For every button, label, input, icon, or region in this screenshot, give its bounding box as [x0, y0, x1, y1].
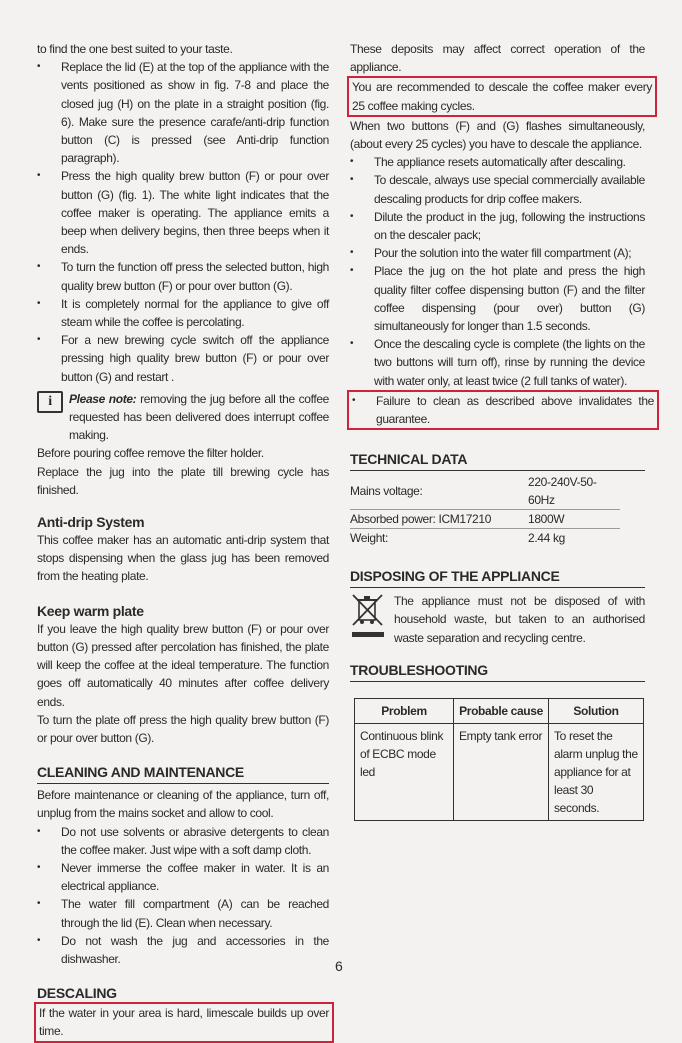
note-line-2: Before pouring coffee remove the filter holder. — [37, 446, 264, 461]
list-item: • Do not wash the jug and accessories in the dishwasher. — [37, 932, 329, 968]
guarantee-highlight — [347, 390, 659, 430]
tech-label: Weight: — [350, 529, 528, 548]
info-icon: i — [37, 391, 63, 413]
disposing-heading: DISPOSING OF THE APPLIANCE — [350, 567, 645, 588]
deposits-text: These deposits may affect correct operation of the appliance. — [350, 42, 645, 75]
list-item: • Never immerse the coffee maker in water. It is an electrical appliance. — [37, 859, 329, 895]
descaling-steps-list — [350, 153, 645, 390]
list-item: • Dilute the product in the jug, following the instructions on the descaler pack; — [350, 208, 645, 244]
cleaning-list — [37, 823, 329, 969]
keepwarm-heading: Keep warm plate — [37, 602, 144, 619]
brewing-steps-list — [37, 58, 329, 386]
antidrip-heading: Anti-drip System — [37, 514, 145, 531]
table-row — [350, 510, 620, 529]
table-cell: Empty tank error — [454, 723, 549, 820]
recommendation-highlight: You are recommended to descale the coffee maker every 25 coffee making cycles. — [347, 76, 657, 116]
troubleshooting-table — [354, 698, 644, 821]
tech-label: Absorbed power: ICM17210 — [350, 510, 528, 529]
table-row — [355, 723, 644, 820]
list-item: • It is completely normal for the appliance to give off steam while the coffee is percolating. — [37, 295, 329, 331]
cleaning-heading: CLEANING AND MAINTENANCE — [37, 763, 329, 784]
table-header-row — [355, 698, 644, 723]
antidrip-text: This coffee maker has an automatic anti-drip system that stops dispensing when the glass jug has been removed from the heating plate. — [37, 533, 329, 584]
list-item: • Once the descaling cycle is complete (the lights on the two buttons will turn off), rinse by running the device with water only, at least twice (2 full tanks of water). — [350, 335, 645, 390]
tech-value: 2.44 kg — [528, 529, 620, 548]
list-item: • Press the high quality brew button (F) or pour over button (G) (fig. 1). The white light indicates that the coffee maker is operating. The appliance emits a beep when delivery begins, then three beeps when it ends. — [37, 167, 329, 258]
keepwarm-text: If you leave the high quality brew button (F) or pour over button (G) pressed after percolation has finished, the plate will keep the coffee at the ideal temperature. The function goes off automatically 40 minutes after coffee delivery ends. — [37, 621, 329, 709]
flash-text: When two buttons (F) and (G) flashes simultaneously, (about every 25 cycles) you have to descale the appliance. — [350, 118, 645, 152]
tech-value: 220-240V-50-60Hz — [528, 475, 597, 508]
list-item: • The water fill compartment (A) can be reached through the lid (E). Clean when necessary. — [37, 895, 329, 931]
list-item: • Do not use solvents or abrasive detergents to clean the coffee maker. Just wipe with a soft damp cloth. — [37, 823, 329, 859]
tech-value: 1800W — [528, 510, 620, 529]
troubleshooting-heading: TROUBLESHOOTING — [350, 661, 645, 682]
intro-text: to find the one best suited to your taste. — [37, 42, 233, 56]
keepwarm-text-2: To turn the plate off press the high quality brew button (F) or pour over button (G). — [37, 712, 329, 745]
list-item: • The appliance resets automatically after descaling. — [350, 153, 645, 171]
crossed-bin-icon — [350, 592, 386, 640]
list-item: • To turn the function off press the selected button, high quality brew button (F) or pour over button (G). — [37, 258, 329, 294]
disposing-text: The appliance must not be disposed of with household waste, but taken to an authorised waste separation and recycling centre. — [394, 594, 645, 645]
disposing-block — [350, 592, 645, 647]
table-cell: Continuous blink of ECBC mode led — [355, 723, 454, 820]
page-number: 6 — [335, 958, 343, 974]
list-item: • Place the jug on the hot plate and press the high quality filter coffee dispensing button (F) and the filter coffee dispensing (pour over) button (G) simultaneously for longer than 1.5 seconds. — [350, 262, 645, 335]
column-header: Probable cause — [454, 698, 549, 723]
right-column — [350, 40, 654, 821]
note-label: Please note: — [69, 391, 137, 406]
descaling-heading: DESCALING — [37, 985, 117, 1002]
note-text: removing the jug before all the coffee requested has been delivered does interrupt coffee making. — [69, 391, 329, 443]
tech-label: Mains voltage: — [350, 484, 423, 499]
list-item: • Replace the lid (E) at the top of the appliance with the vents positioned as show in fig. 7-8 and place the closed jug (H) on the plate in a straight position (fig. 6). Make sure the presence carafe/anti-drip function button (C) is pressed (see Anti-drip function paragraph). — [37, 58, 329, 167]
table-row — [350, 473, 620, 510]
list-item: • For a new brewing cycle switch off the appliance pressing high quality brew button (F) or pour over button (G) and restart . — [37, 331, 329, 386]
list-item: • Pour the solution into the water fill compartment (A); — [350, 244, 645, 262]
tech-data-table — [350, 473, 620, 547]
column-header: Problem — [355, 698, 454, 723]
table-row — [350, 529, 620, 548]
left-column — [37, 40, 329, 1043]
descaling-highlight: If the water in your area is hard, limescale builds up over time. — [34, 1002, 334, 1042]
cleaning-text: Before maintenance or cleaning of the appliance, turn off, unplug from the mains socket and allow to cool. — [37, 788, 329, 821]
note-block — [37, 390, 329, 445]
note-line-3: Replace the jug into the plate till brewing cycle has finished. — [37, 464, 329, 497]
list-item: • To descale, always use special commercially available descaling products for drip coffee makers. — [350, 171, 645, 207]
column-header: Solution — [549, 698, 644, 723]
list-item: • Failure to clean as described above invalidates the guarantee. — [352, 392, 654, 428]
tech-data-heading: TECHNICAL DATA — [350, 450, 645, 471]
table-cell: To reset the alarm unplug the appliance for at least 30 seconds. — [549, 723, 644, 820]
